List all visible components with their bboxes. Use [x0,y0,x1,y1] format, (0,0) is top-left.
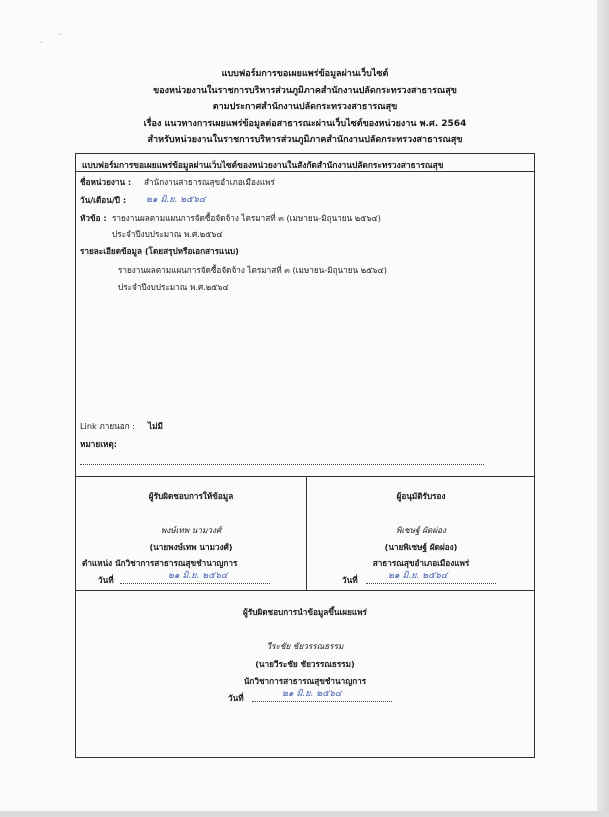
publisher-date-label: วันที่ [228,693,244,703]
document-header [90,66,520,149]
approver-position: สาธารณสุขอำเภอเมืองแพร่ [372,558,470,568]
approver-name: (นายพิเชษฐ์ ผัดผ่อง) [384,542,458,552]
form-title: แบบฟอร์มการขอเผยแพร่ข้อมูลผ่านเว็บไซต์ของหน่วยงานในสังกัดสำนักงานปลัดกระทรวงสาธารณสุข [82,160,444,170]
publication-form [75,153,535,758]
publisher-heading: ผู้รับผิดชอบการนำข้อมูลขึ้นเผยแพร่ [243,607,367,617]
header-line-2: ของหน่วยงานในราชการบริหารส่วนภูมิภาคสำนักงานปลัดกระทรวงสาธารณสุข [153,85,457,96]
divider [76,476,534,477]
link-value: ไม่มี [148,421,163,431]
provider-signature: พงษ์เทพ นามวงศ์ [160,525,222,535]
approver-heading: ผู้อนุมัติรับรอง [396,491,446,501]
scan-edge-bottom [0,811,609,817]
header-line-3: ตามประกาศสำนักงานปลัดกระทรวงสาธารณสุข [212,102,398,112]
provider-date-label: วันที่ [98,575,114,585]
note-line [80,464,484,465]
provider-position: ตำแหน่ง นักวิชาการสาธารณสุขชำนาญการ [82,558,238,568]
scan-edge-right [597,0,609,817]
header-line-4: เรื่อง แนวทางการเผยแพร่ข้อมูลต่อสาธารณะผ่านเว็บไซต์ของหน่วยงาน พ.ศ. 2564 [143,118,467,129]
subject-line-2: ประจำปีงบประมาณ พ.ศ.๒๕๖๔ [112,229,223,239]
publisher-name: (นายวีระชัย ชัยวรรณธรรม) [255,659,355,669]
publisher-date-line [252,701,392,702]
link-label: Link ภายนอก : [80,421,135,431]
approver-date-stamp: ๒๑ มิ.ย. ๒๕๖๔ [388,571,448,581]
approver-date-label: วันที่ [342,575,358,585]
header-line-1: แบบฟอร์มการขอเผยแพร่ข้อมูลผ่านเว็บไซต์ [221,69,389,79]
agency-label: ชื่อหน่วยงาน : [80,177,132,187]
provider-date-stamp: ๒๑ มิ.ย. ๒๕๖๔ [168,571,228,581]
publisher-position: นักวิชาการสาธารณสุขชำนาญการ [243,676,367,686]
divider [76,171,534,172]
scan-speck: · [40,38,43,47]
subject-line-1: รายงานผลตามแผนการจัดซื้อจัดจ้าง ไตรมาสที่ ๓ (เมษายน-มิถุนายน ๒๕๖๔) [112,213,381,223]
provider-name: (นายพงษ์เทพ นามวงศ์) [149,542,233,552]
details-line-2: ประจำปีงบประมาณ พ.ศ.๒๕๖๔ [118,282,229,292]
approver-signature: พิเชษฐ์ ผัดผ่อง [395,525,447,535]
details-line-1: รายงานผลตามแผนการจัดซื้อจัดจ้าง ไตรมาสที่ ๓ (เมษายน-มิถุนายน ๒๕๖๔) [118,265,387,275]
publisher-signature: วีระชัย ชัยวรรณธรรม [266,641,344,651]
header-line-5: สำหรับหน่วยงานในราชการบริหารส่วนภูมิภาคสำนักงานปลัดกระทรวงสาธารณสุข [147,135,463,145]
approver-date-line [366,583,496,584]
provider-heading: ผู้รับผิดชอบการให้ข้อมูล [148,491,234,501]
note-label: หมายเหตุ: [80,439,117,449]
subject-label: หัวข้อ : [80,213,107,223]
divider [76,590,534,591]
details-label: รายละเอียดข้อมูล (โดยสรุปหรือเอกสารแนบ) [80,246,239,256]
date-label: วัน/เดือน/ปี : [80,195,127,205]
agency-value: สำนักงานสาธารณสุขอำเภอเมืองแพร่ [144,177,275,187]
provider-date-line [120,583,270,584]
date-stamp: ๒๑ มิ.ย. ๒๕๖๔ [146,195,206,205]
scan-speck: ˎ [58,26,62,35]
publisher-date-stamp: ๒๑ มิ.ย. ๒๕๖๔ [282,689,342,699]
